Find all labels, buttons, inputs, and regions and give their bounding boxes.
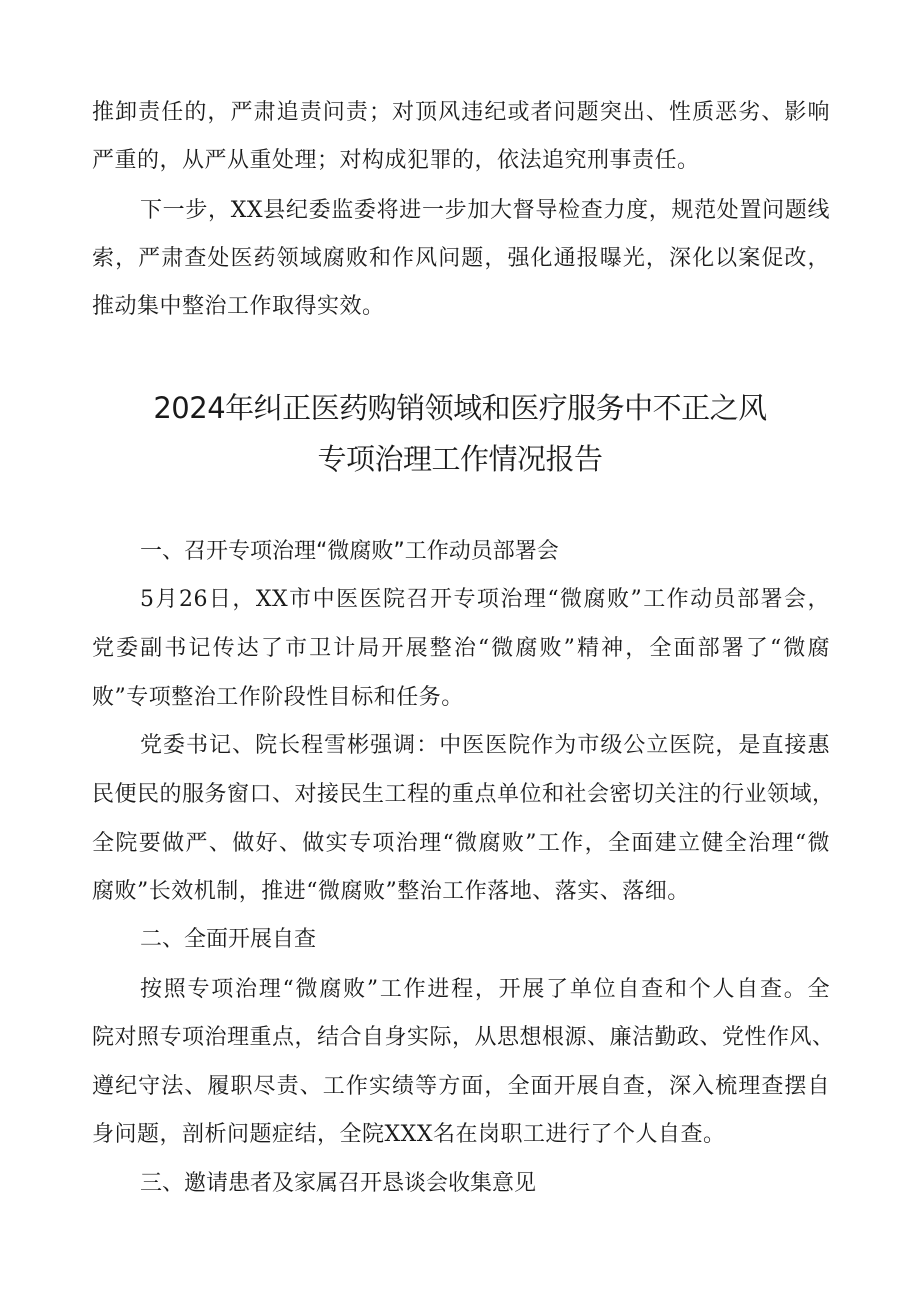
paragraph-line: 院对照专项治理重点，结合自身实际，从思想根源、廉洁勤政、党性作风、 [92, 1025, 835, 1050]
paragraph-line: 败”专项整治工作阶段性目标和任务。 [92, 685, 464, 710]
paragraph-line: 下一步，XX县纪委监委将进一步加大督导检查力度，规范处置问题线 [140, 198, 830, 223]
section-heading-2: 二、全面开展自查 [140, 927, 317, 952]
report-title-line-2: 专项治理工作情况报告 [317, 442, 603, 476]
paragraph-line: 全院要做严、做好、做实专项治理“微腐败”工作，全面建立健全治理“微 [92, 831, 830, 856]
paragraph-line: 严重的，从严从重处理；对构成犯罪的，依法追究刑事责任。 [92, 148, 700, 173]
section-heading-1: 一、召开专项治理“微腐败”工作动员部署会 [140, 539, 559, 564]
section-heading-3: 三、邀请患者及家属召开恳谈会收集意见 [140, 1171, 537, 1196]
paragraph-line: 民便民的服务窗口、对接民生工程的重点单位和社会密切关注的行业领域， [92, 782, 835, 807]
paragraph-line: 腐败”长效机制，推进“微腐败”整治工作落地、落实、落细。 [92, 879, 690, 904]
report-title-line-1: 2024年纠正医药购销领域和医疗服务中不正之风 [153, 391, 767, 425]
paragraph-line: 推卸责任的，严肃追责问责；对顶风违纪或者问题突出、性质恶劣、影响 [92, 100, 830, 125]
paragraph-line: 党委书记、院长程雪彬强调：中医医院作为市级公立医院，是直接惠 [140, 733, 830, 758]
paragraph-line: 遵纪守法、履职尽责、工作实绩等方面，全面开展自查，深入梳理查摆自 [92, 1074, 830, 1099]
paragraph-line: 党委副书记传达了市卫计局开展整治“微腐败”精神，全面部署了“微腐 [92, 636, 830, 661]
paragraph-line: 推动集中整治工作取得实效。 [92, 294, 385, 319]
paragraph-line: 按照专项治理“微腐败”工作进程，开展了单位自查和个人自查。全 [140, 977, 830, 1002]
paragraph-line: 索，严肃查处医药领域腐败和作风问题，强化通报曝光，深化以案促改， [92, 246, 830, 271]
paragraph-line: 身问题，剖析问题症结，全院XXX名在岗职工进行了个人自查。 [92, 1122, 726, 1147]
paragraph-line: 5月26日，XX市中医医院召开专项治理“微腐败”工作动员部署会， [140, 587, 830, 612]
